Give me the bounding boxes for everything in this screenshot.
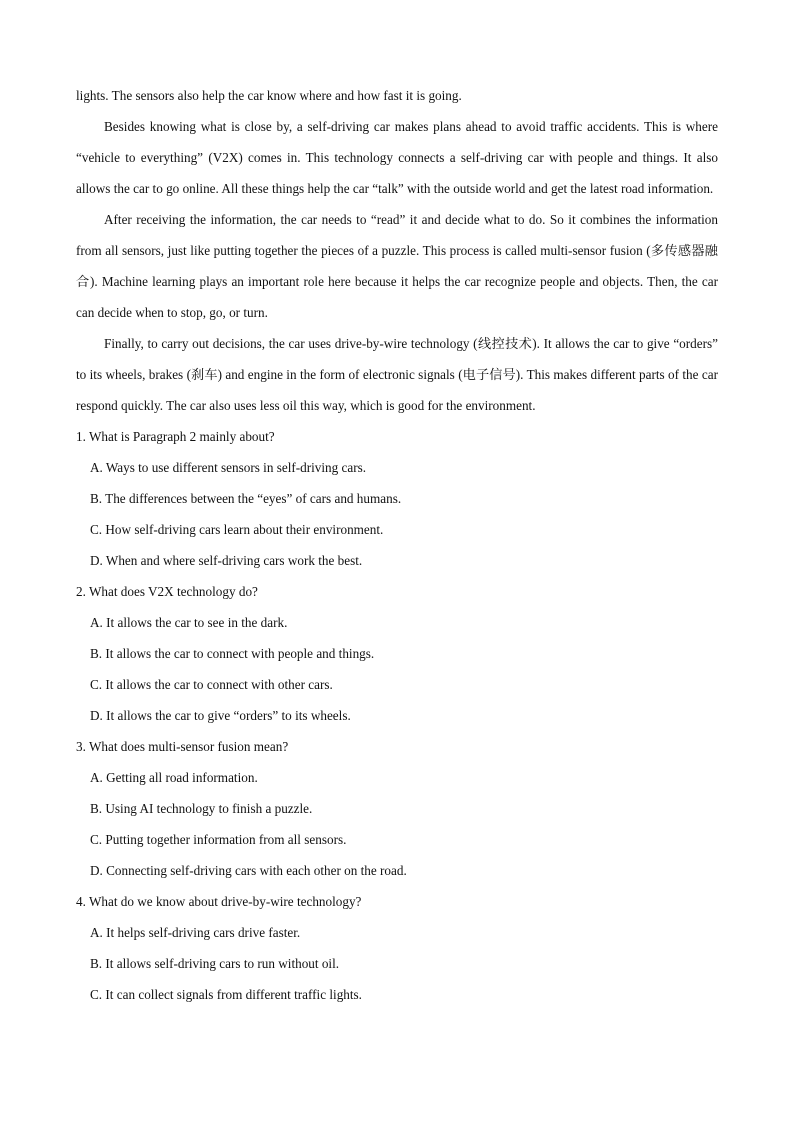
answer-option: A. Getting all road information. [90, 770, 258, 785]
question-stem: 3. What does multi-sensor fusion mean? [76, 739, 289, 754]
answer-option: A. Ways to use different sensors in self-driving cars. [90, 460, 367, 475]
passage-continuation: lights. The sensors also help the car know where and how fast it is going. [76, 88, 462, 103]
answer-option: C. It can collect signals from different traffic lights. [90, 987, 362, 1002]
question-4 [76, 886, 718, 1010]
passage-paragraph: Finally, to carry out decisions, the car uses drive-by-wire technology (线控技术). It allows the car to give “orders” to its wheels, brakes (刹车) and engine in the form of electronic signals (电子信号). This makes different parts of the car respond quickly. The car also uses less oil this way, which is good for the environment. [76, 336, 718, 413]
passage-paragraph: Besides knowing what is close by, a self-driving car makes plans ahead to avoid traffic accidents. This is where “vehicle to everything” (V2X) comes in. This technology connects a self-driving car with people and things. It also allows the car to go online. All these things help the car “talk” with the outside world and get the latest road information. [76, 119, 718, 196]
answer-option: B. The differences between the “eyes” of cars and humans. [90, 491, 402, 506]
document-content [76, 80, 718, 1010]
question-2 [76, 576, 718, 731]
answer-option: B. It allows the car to connect with people and things. [90, 646, 375, 661]
question-stem: 2. What does V2X technology do? [76, 584, 258, 599]
answer-option: B. It allows self-driving cars to run without oil. [90, 956, 340, 971]
question-stem: 4. What do we know about drive-by-wire technology? [76, 894, 362, 909]
answer-option: C. Putting together information from all sensors. [90, 832, 347, 847]
question-3 [76, 731, 718, 886]
answer-option: C. It allows the car to connect with other cars. [90, 677, 333, 692]
passage-paragraph: After receiving the information, the car needs to “read” it and decide what to do. So it combines the information from all sensors, just like putting together the pieces of a puzzle. This process is called multi-sensor fusion (多传感器融合). Machine learning plays an important role here because it helps the car recognize people and objects. Then, the car can decide when to stop, go, or turn. [76, 212, 718, 320]
answer-option: A. It helps self-driving cars drive faster. [90, 925, 301, 940]
question-1 [76, 421, 718, 576]
answer-option: D. Connecting self-driving cars with each other on the road. [90, 863, 407, 878]
answer-option: C. How self-driving cars learn about their environment. [90, 522, 384, 537]
question-stem: 1. What is Paragraph 2 mainly about? [76, 429, 275, 444]
answer-option: D. It allows the car to give “orders” to its wheels. [90, 708, 351, 723]
answer-option: A. It allows the car to see in the dark. [90, 615, 288, 630]
answer-option: D. When and where self-driving cars work the best. [90, 553, 363, 568]
answer-option: B. Using AI technology to finish a puzzle. [90, 801, 313, 816]
